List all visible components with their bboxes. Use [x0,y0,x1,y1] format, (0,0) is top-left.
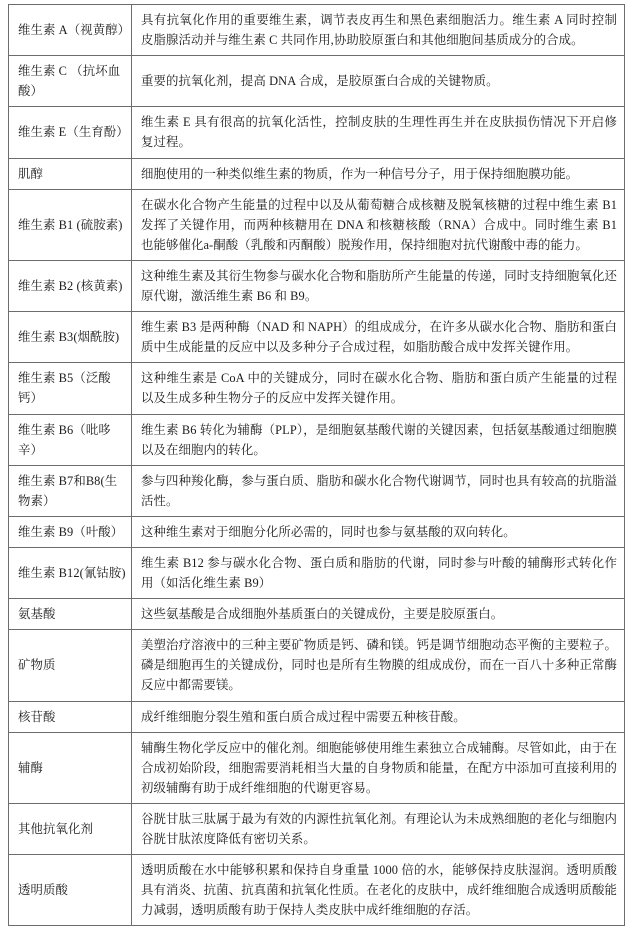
table-body [9,5,625,926]
ingredient-description-text: 具有抗氧化作用的重要维生素，调节表皮再生和黑色素细胞活力。维生素 A 同时控制皮脂腺活动并与维生素 C 共同作用,协助胶原蛋白和其他细胞间基质成分的合成。 [141,13,617,48]
ingredient-description-cell [132,363,625,414]
ingredient-name-text: 维生素 B3(烟酰胺) [18,330,120,345]
table-row [9,158,625,189]
ingredient-name-cell [9,465,132,516]
nutrient-ingredient-table [8,4,625,926]
table-row [9,260,625,311]
ingredient-name-cell [9,547,132,598]
ingredient-name-cell [9,5,132,56]
ingredient-description-text: 参与四种羧化酶，参与蛋白质、脂肪和碳水化合物代谢调节，同时也具有较高的抗脂溢活性。 [141,473,617,508]
ingredient-description-text: 在碳水化合物产生能量的过程中以及从葡萄糖合成核糖及脱氧核糖的过程中维生素 B1 发挥了关键作用，而两种核糖用在 DNA 和核糖核酸（RNA）合成中。同时维生素 B1 也能够催化a-酮酸（乳酸和丙酮酸）脱羧作用，保持细胞对抗代谢酸中毒的能力。 [141,197,617,252]
ingredient-description-cell [132,855,625,926]
ingredient-description-text: 这种维生素是 CoA 中的关键成分，同时在碳水化合物、脂肪和蛋白质产生能量的过程以及生成多种生物分子的反应中发挥关键作用。 [141,371,617,406]
ingredient-name-text: 维生素 B6（吡哆辛） [18,422,111,457]
ingredient-description-cell [132,803,625,854]
ingredient-name-cell [9,414,132,465]
ingredient-name-cell [9,701,132,732]
table-row [9,701,625,732]
table-row [9,414,625,465]
ingredient-description-cell [132,414,625,465]
ingredient-name-cell [9,363,132,414]
ingredient-description-cell [132,5,625,56]
ingredient-description-cell [132,260,625,311]
ingredient-description-text: 维生素 B12 参与碳水化合物、蛋白质和脂肪的代谢，同时参与叶酸的辅酶形式转化作用（如活化维生素 B9） [141,555,617,591]
ingredient-description-cell [132,312,625,363]
ingredient-description-cell [132,189,625,260]
ingredient-description-text: 这种维生素及其衍生物参与碳水化合物和脂肪所产生能量的传递，同时支持细胞氧化还原代谢，激活维生素 B6 和 B9。 [141,268,617,304]
ingredient-name-text: 矿物质 [18,658,56,673]
ingredient-description-text: 美塑治疗溶液中的三种主要矿物质是钙、磷和镁。钙是调节细胞动态平衡的主要粒子。磷是细胞再生的关键成份，同时也是所有生物膜的组成成份，而在一百八十多种正常酶反应中都需要镁。 [141,638,617,693]
ingredient-name-text: 氨基酸 [18,607,56,622]
ingredient-name-text: 辅酶 [18,760,43,775]
ingredient-description-text: 维生素 B6 转化为辅酶（PLP），是细胞氨基酸代谢的关键因素，包括氨基酸通过细胞膜以及在细胞内的转化。 [141,422,617,457]
ingredient-name-text: 维生素 B2 (核黄素) [18,278,123,293]
ingredient-name-cell [9,630,132,701]
table-row [9,189,625,260]
ingredient-name-text: 维生素 B1 (硫胺素) [18,217,123,232]
ingredient-description-text: 辅酶生物化学反应中的催化剂。细胞能够使用维生素独立合成辅酶。尽管如此，由于在合成初始阶段，细胞需要消耗相当大量的自身物质和能量，在配方中添加可直接利用的初级辅酶有助于成纤维细胞的代谢更容易。 [141,740,617,795]
table-row [9,56,625,107]
ingredient-description-text: 这些氨基酸是合成细胞外基质蛋白的关键成份，主要是胶原蛋白。 [141,607,504,622]
ingredient-description-text: 谷胱甘肽三肽属于最为有效的内源性抗氧化剂。有理论认为未成熟细胞的老化与细胞内谷胱甘肽浓度降低有密切关系。 [141,811,617,846]
ingredient-name-cell [9,107,132,158]
table-row [9,732,625,803]
ingredient-description-text: 这种维生素对于细胞分化所必需的，同时也参与氨基酸的双向转化。 [141,524,516,539]
ingredient-description-text: 细胞使用的一种类似维生素的物质，作为一种信号分子，用于保持细胞膜功能。 [141,166,579,181]
ingredient-description-text: 成纤维细胞分裂生殖和蛋白质合成过程中需要五种核苷酸。 [141,709,466,724]
ingredient-description-cell [132,158,625,189]
ingredient-description-cell [132,630,625,701]
ingredient-description-text: 透明质酸在水中能够积累和保持自身重量 1000 倍的水，能够保持皮肤湿润。透明质酸具有消炎、抗菌、抗真菌和抗氧化性质。在老化的皮肤中，成纤维细胞合成透明质酸能力减弱，透明质酸有助于保持人类皮肤中成纤维细胞的存活。 [141,863,617,918]
table-row [9,5,625,56]
ingredient-description-cell [132,547,625,598]
ingredient-name-cell [9,516,132,547]
ingredient-name-text: 维生素 B7和B8(生物素） [18,473,118,508]
ingredient-name-text: 维生素 B9（叶酸） [18,524,124,539]
ingredient-name-text: 肌醇 [18,166,43,181]
table-row [9,547,625,598]
ingredient-name-text: 维生素 E（生育酚） [18,125,129,140]
ingredient-description-cell [132,599,625,630]
ingredient-name-text: 维生素 B12(氰钴胺) [18,566,126,581]
ingredient-name-cell [9,189,132,260]
ingredient-description-cell [132,516,625,547]
ingredient-description-text: 重要的抗氧化剂，提高 DNA 合成，是胶原蛋白合成的关键物质。 [141,74,499,89]
table-row [9,855,625,926]
table-row [9,803,625,854]
ingredient-description-cell [132,56,625,107]
ingredient-name-cell [9,158,132,189]
ingredient-name-cell [9,260,132,311]
ingredient-description-text: 维生素 E 具有很高的抗氧化活性，控制皮肤的生理性再生并在皮肤损伤情况下开启修复过程。 [141,115,617,150]
table-row [9,599,625,630]
ingredient-name-text: 维生素 A（视黄醇） [18,23,131,38]
ingredient-description-cell [132,732,625,803]
ingredient-name-cell [9,855,132,926]
ingredient-name-cell [9,803,132,854]
ingredient-name-text: 核苷酸 [18,709,56,724]
ingredient-name-cell [9,599,132,630]
ingredient-name-text: 维生素 C （抗坏血酸） [18,64,121,99]
ingredient-name-cell [9,312,132,363]
ingredient-description-cell [132,465,625,516]
table-row [9,312,625,363]
ingredient-name-text: 其他抗氧化剂 [18,821,93,836]
table-row [9,107,625,158]
ingredient-name-text: 维生素 B5（泛酸钙） [18,371,111,406]
ingredient-description-text: 维生素 B3 是两种酶（NAD 和 NAPH）的组成成分，在许多从碳水化合物、脂肪和蛋白质中生成能量的反应中以及多种分子合成过程，如脂肪酸合成中发挥关键作用。 [141,320,617,355]
ingredient-name-text: 透明质酸 [18,883,68,898]
ingredient-name-cell [9,56,132,107]
table-row [9,630,625,701]
table-row [9,363,625,414]
table-row [9,465,625,516]
ingredient-description-cell [132,701,625,732]
ingredient-description-cell [132,107,625,158]
table-row [9,516,625,547]
ingredient-name-cell [9,732,132,803]
